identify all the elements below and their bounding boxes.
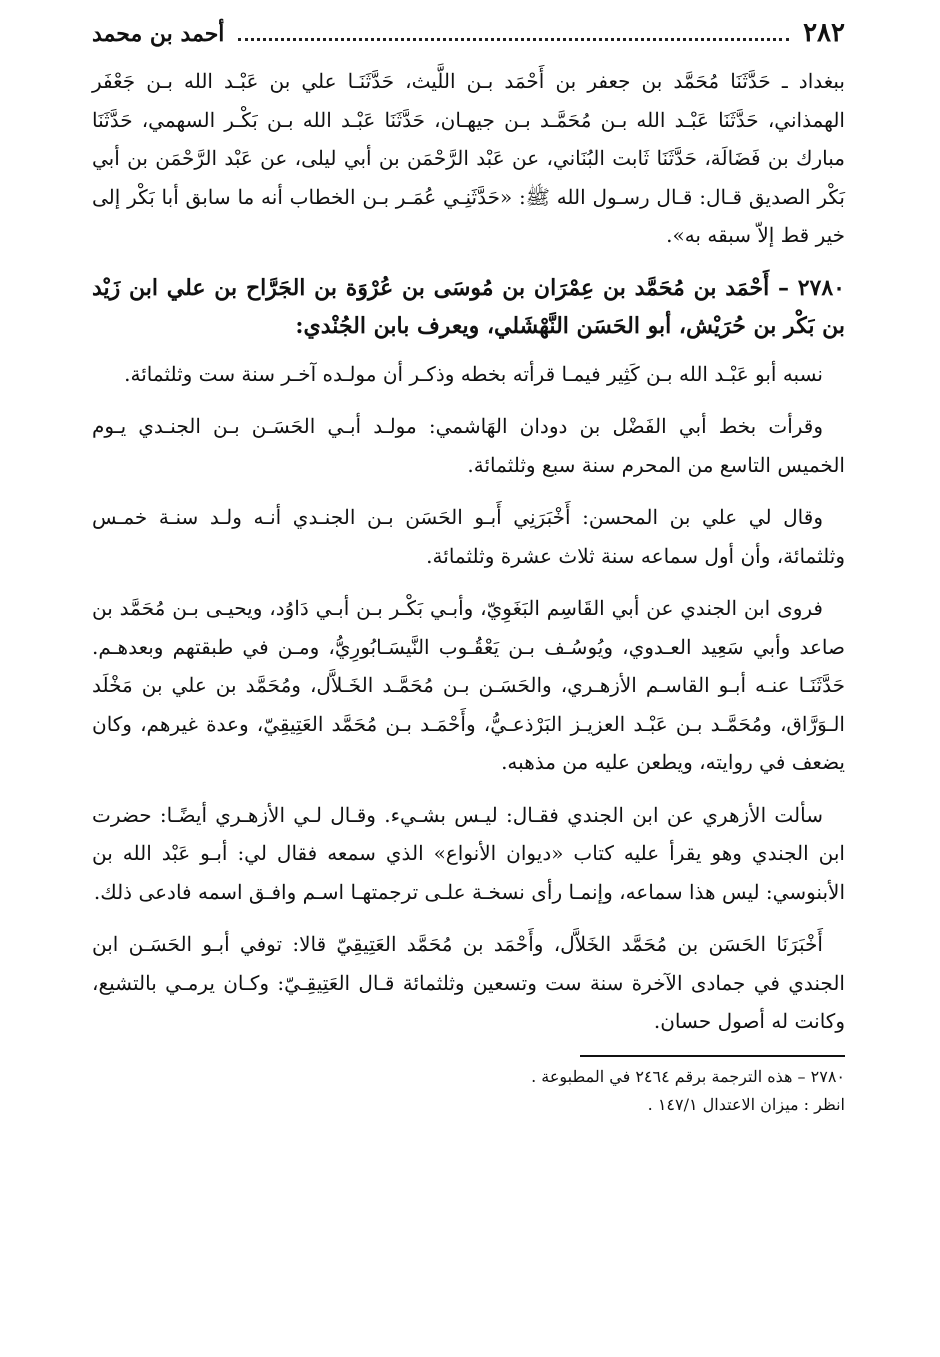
running-title: أحمد بن محمد	[92, 21, 225, 47]
footnote-line-1: ٢٧٨٠ – هذه الترجمة برقم ٢٤٦٤ في المطبوعة .	[531, 1066, 845, 1086]
page-number: ٢٨٢	[803, 18, 845, 48]
paragraph-gap	[92, 393, 845, 407]
paragraph-hadith-chain: ببغداد ـ حَدَّثَنَا مُحَمَّد بن جعفر بن أَحْمَد بـن اللَّيث، حَدَّثَنَـا علي بن عَبْـد الله بـن جَعْفَر الهمذاني، حَدَّثَنَا عَبْـد الله بـن مُحَمَّـد بـن جيهـان، حَدَّثَنَا عَبْـد الله بـن بَكْـر السهمي، حَدَّثَنَا مبارك بن فَضَالَة، حَدَّثَنَا ثَابت البُنَاني، عن عَبْد الرَّحْمَن بن أبي ليلى، عن عَبْد الرَّحْمَن بن أبي بَكْر الصديق قـال: قـال رسـول الله ﷺ: «حَدَّثَنِـي عُمَـر بـن الخطاب أنه ما سابق أبا بَكْر إلى خير قط إلاّ سبقه به».	[92, 69, 845, 247]
paragraph-gap	[92, 575, 845, 589]
paragraph-azhari-report: سألت الأزهري عن ابن الجندي فقـال: ليـس بشـيء. وقـال لـي الأزهـري أيضًـا: حضرت ابن الجندي وهو يقرأ عليه كتاب «ديوان الأنواع» الذي سمعه فقال لي: أبـو عَبْد الله بن الأبنوسي: ليس هذا سماعه، وإنمـا رأى نسخـة علـى ترجمتهـا اسـم وافـق اسمه فادعى ذلك.	[92, 802, 845, 904]
footnote-line-2: انظر : ميزان الاعتدال ١٤٧/١ .	[647, 1094, 845, 1114]
paragraph-death-report: أَخْبَرَنَا الحَسَن بن مُحَمَّد الخَلاَّل، وأَحْمَد بن مُحَمَّد العَتِيقِيّ قالا: توفي أبـو الحَسَـن ابن الجندي في جمادى الآخرة سنة ست وتسعين وثلثمائة قـال العَتِيقِـيّ: وكـان يرمـي بالتشيع، وكانت له أصول حسان.	[92, 932, 845, 1033]
paragraph-gap	[92, 782, 845, 796]
biography-entry-heading: ٢٧٨٠ – أَحْمَد بن مُحَمَّد بن عِمْرَان بن مُوسَى بن عُرْوَة بن الجَرَّاح بن علي ابن زَيْد بن بَكْر بن حُرَيْش، أبو الحَسَن النَّهْشَلي، ويعرف بابن الجُنْدي:	[92, 274, 845, 339]
header-dotted-leader	[238, 22, 789, 41]
paragraph-gap	[92, 484, 845, 498]
paragraph-birth-report: وقال لي علي بن المحسن: أَخْبَرَنِي أَبـو الحَسَن بـن الجنـدي أنـه ولـد سنـة خمـس وثلثمائة، وأن أول سماعه سنة ثلاث عشرة وثلثمائة.	[92, 505, 845, 568]
paragraph-gap	[92, 911, 845, 925]
paragraph-lineage: نسبه أبو عَبْـد الله بـن كَثِير فيمـا قرأته بخطه وذكـر أن مولـده آخـر سنة ست وثلثمائة.	[124, 361, 823, 386]
running-head	[92, 18, 845, 62]
paragraph-birth-date: وقرأت بخط أبي الفَضْل بن دودان الهَاشمي: مولـد أبـي الحَسَـن بـن الجنـدي يـوم الخميس التاسع من المحرم سنة سبع وثلثمائة.	[92, 414, 845, 477]
paragraph-narrators: فروى ابن الجندي عن أبي القَاسِم البَغَوِيّ، وأبـي بَكْـر بـن أبـي دَاوُد، ويحيـى بـن مُحَمَّد بن صاعد وأبي سَعِيد العـدوي، ويُوسُـف بـن يَعْقُـوب النَّيسَـابُورِيُّ، ومـن في طبقتهم وبعدهـم. حَدَّثَنَـا عنـه أبـو القاسـم الأزهـري، والحَسَـن بـن مُحَمَّـد الخَـلاَّل، ومُحَمَّد بن علي بن مَخْلَد الـوَرَّاق، ومُحَمَّـد بـن عَبْـد العزيـز البَرْذعـيُّ، وأَحْمَـد بـن مُحَمَّد العَتِيقِيّ، وعدة غيرهم، وكان يضعف في روايته، ويطعن عليه من مذهبه.	[92, 596, 845, 774]
footnote-separator	[580, 1055, 845, 1057]
